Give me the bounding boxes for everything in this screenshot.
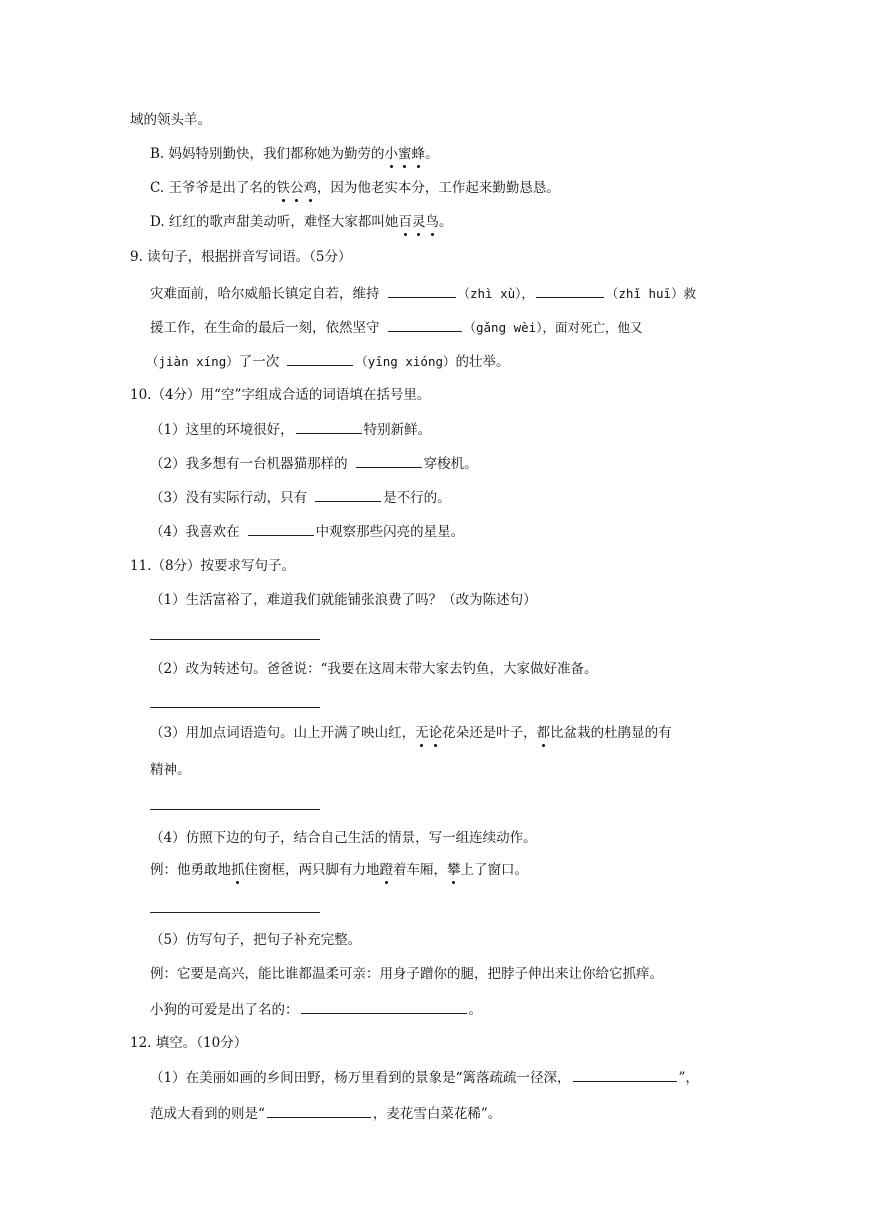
answer-blank[interactable] [248,521,314,536]
q8-option-c [150,178,560,198]
q12-line-2 [150,1103,501,1124]
q8-c-text: C. 王爷爷是出了名的 [150,180,277,196]
q8-b-post: 。 [425,146,439,162]
dotted-char: 百 [398,214,412,230]
dotted-char: 都 [536,725,551,741]
pinyin-hint: （jiàn xíng） [146,354,239,369]
q11-text: （2）改为转述句。爸爸说：“我要在这周末带大家去钓鱼，大家做好准备。 [150,661,598,677]
dotted-char: 攀 [447,862,461,878]
q11-text: 精神。 [150,762,191,778]
q12-title [130,1033,247,1053]
pinyin-hint: （gǎng wèi），面对死亡，他又 [463,320,643,335]
q11-part-1 [150,590,537,610]
q9-text: 灾难面前，哈尔威船长镇定自若，维持 [150,286,380,302]
q12-text: （1）在美丽如画的乡间田野，杨万里看到的景象是“篱落疏疏一径深， [150,1070,571,1086]
q11-text: 上了窗口。 [460,862,528,878]
answer-line[interactable] [150,912,320,913]
dotted-char: 无 [415,725,429,741]
q10-text: （1）这里的环境很好， [150,422,294,438]
q10-item-4 [150,521,464,542]
q10-title-text: 10.（4分）用“空”字组成合适的词语填在括号里。 [130,387,431,403]
q11-part-4 [150,828,537,848]
answer-blank[interactable] [315,487,381,502]
q11-text: 小狗的可爱是出了名的： [150,1002,299,1018]
answer-line[interactable] [150,707,320,708]
dotted-char: 蜂 [411,146,426,162]
q12-text: ”， [678,1070,699,1086]
q9-line-3 [146,351,510,372]
q11-text: 例：它要是高兴，能比谁都温柔可亲：用身子蹭你的腿，把脖子伸出来让你给它抓痒。 [150,966,663,982]
q10-title [130,385,430,405]
answer-blank[interactable] [536,283,604,298]
q11-part-2 [150,659,598,679]
q12-text: 范成大看到的则是“ [150,1106,265,1122]
q11-text: 比盆栽的杜鹃显的有 [550,725,672,741]
dotted-char: 灵 [411,214,426,230]
answer-blank[interactable] [301,999,467,1014]
q8-option-d [150,212,452,232]
q10-text: 特别新鲜。 [363,422,432,438]
q11-title [130,556,295,576]
q12-line-1 [150,1067,699,1088]
answer-blank[interactable] [573,1067,677,1082]
dotted-char: 铁 [276,180,290,196]
q11-part-5 [150,930,361,950]
q9-text: 援工作，在生命的最后一刻，依然坚守 [150,320,380,336]
q11-text: 例：他勇敢地 [150,862,231,878]
q8-cont-text: 域的领头羊。 [130,112,211,128]
q8-option-b [150,144,439,164]
answer-blank[interactable] [287,351,353,366]
dotted-char: 鸡 [303,180,317,196]
q8-continuation [130,110,211,130]
dotted-char: 小 [384,146,399,162]
q11-text: （1）生活富裕了，难道我们就能铺张浪费了吗？（改为陈述句） [150,592,537,608]
answer-line[interactable] [150,639,320,640]
q11-part-4-example [150,860,528,880]
answer-blank[interactable] [388,317,462,332]
q10-text: 中观察那些闪亮的星星。 [315,524,465,540]
q10-item-1 [150,419,431,440]
q9-line-1 [150,283,696,304]
q11-title-text: 11.（8分）按要求写句子。 [130,558,296,574]
answer-blank[interactable] [356,453,422,468]
q8-c-post: ，因为他老实本分，工作起来勤勤恳恳。 [316,180,560,196]
q10-item-2 [150,453,478,474]
q12-text: ，麦花雪白菜花稀”。 [372,1106,502,1122]
q10-text: （3）没有实际行动，只有 [150,490,308,506]
q9-text: 的壮举。 [455,354,510,370]
q10-text: （4）我喜欢在 [150,524,240,540]
dotted-char: 抓 [231,862,245,878]
q10-item-3 [150,487,451,508]
dotted-char: 鸟 [425,214,439,230]
pinyin-hint: （zhǐ huī）救 [605,286,697,301]
q11-part-3-cont [150,760,191,780]
q10-text: 是不行的。 [383,490,451,506]
q9-text: 了一次 [238,354,280,370]
q8-d-post: 。 [438,214,453,230]
answer-blank[interactable] [267,1103,371,1118]
dotted-char: 公 [289,180,304,196]
dotted-char: 论 [428,725,443,741]
q11-text: （5）仿写句子，把句子补充完整。 [150,932,362,948]
dotted-char: 蜜 [398,146,412,162]
answer-blank[interactable] [296,419,362,434]
pinyin-hint: （zhì xù）， [457,286,534,301]
q8-d-text: D. 红红的歌声甜美动听，难怪大家都叫她 [150,214,399,230]
q11-part-5-fill [150,999,482,1020]
answer-blank[interactable] [388,283,456,298]
answer-line[interactable] [150,809,320,810]
q10-text: 穿梭机。 [423,456,478,472]
q11-text: （4）仿照下边的句子，结合自己生活的情景，写一组连续动作。 [150,830,537,846]
dotted-char: 蹬 [379,862,393,878]
q11-text: 住窗框，两只脚有力地 [244,862,380,878]
q11-text: 。 [468,1002,482,1018]
q11-text: （3）用加点词语造句。山上开满了映山红， [150,725,416,741]
q11-part-5-example [150,964,663,984]
q10-text: （2）我多想有一台机器猫那样的 [150,456,348,472]
q9-title [130,247,352,267]
q11-part-3 [150,723,672,743]
pinyin-hint: （yīng xióng） [355,354,456,369]
q11-text: 着车厢， [393,862,447,878]
q9-title-text: 9. 读句子，根据拼音写词语。（5分） [130,249,352,265]
q11-text: 花朵还是叶子， [442,725,537,741]
q8-b-text: B. 妈妈特别勤快，我们都称她为勤劳的 [150,146,385,162]
q12-title-text: 12. 填空。（10分） [130,1035,248,1051]
q9-line-2 [150,317,642,338]
